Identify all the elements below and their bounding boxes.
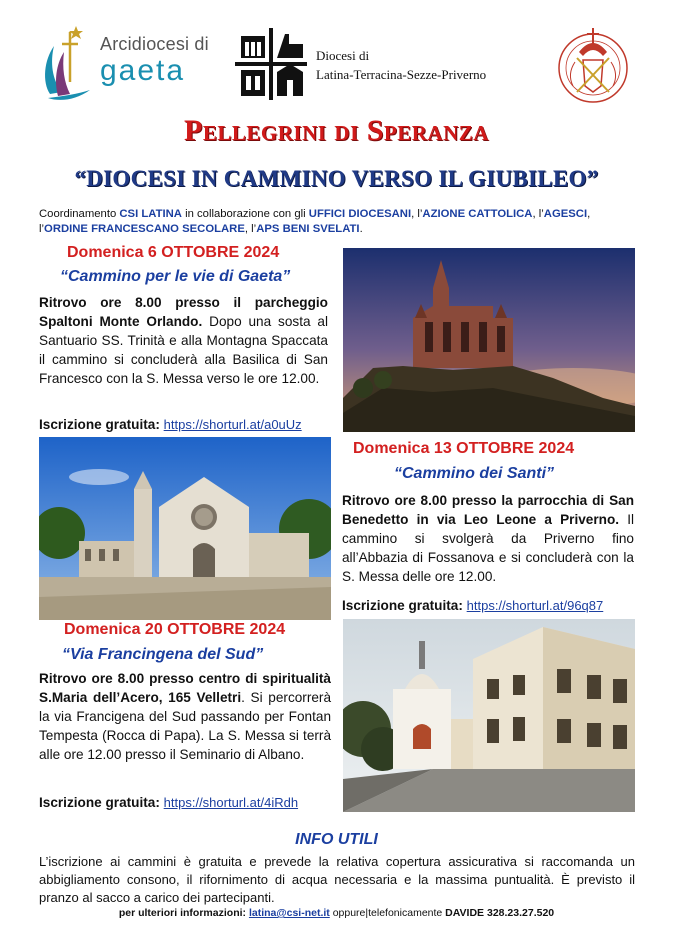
latina-logo-line1: Diocesi di: [316, 48, 370, 63]
contact-email-link[interactable]: latina@csi-net.it: [248, 907, 330, 919]
fossanova-abbey-photo: [39, 437, 331, 620]
intro-partner: UFFICI DIOCESANI: [308, 208, 412, 220]
event3-text: . Si percorrerà la via Francigena del Sud passando per Fontan Tempesta (Rocca di Papa). La S. Messa si terrà alle ore 12.00 presso il Seminario di Albano.: [39, 690, 332, 762]
contact-phone: DAVIDE 328.23.27.520: [445, 907, 555, 919]
intro-partner: AGESCI: [543, 208, 588, 220]
registration-label: Iscrizione gratuita: [39, 795, 156, 810]
diocesi-albano-seal: [555, 22, 631, 110]
event3-date: Domenica 20 OTTOBRE 2024: [64, 621, 286, 638]
intro-text: , l’: [411, 208, 423, 220]
intro-paragraph: [39, 207, 639, 237]
event1-registration: Iscrizione gratuita: https://shorturl.at/a0uUz: [39, 417, 302, 432]
intro-text: .: [359, 223, 363, 235]
event2-text: Il cammino si svolgerà da Priverno fino all’Abbazia di Fossanova e si concluderà con la S. Messa delle ore 12.00.: [342, 512, 634, 584]
latina-logo-line2: Latina-Terracina-Sezze-Priverno: [316, 67, 487, 82]
event1-link[interactable]: https://shorturl.at/a0uUz: [163, 417, 302, 432]
gaeta-logo-line1: Arcidiocesi di: [100, 34, 209, 54]
contact-label: per ulteriori informazioni:: [118, 907, 249, 919]
registration-label: Iscrizione gratuita: [39, 417, 156, 432]
albano-seminary-photo: [343, 619, 635, 812]
contact-line: [0, 907, 673, 919]
event3-meeting: Ritrovo ore 8.00 presso centro di spiritualità S.Maria dell’Acero, 165 Velletri: [39, 671, 331, 705]
gaeta-logo-line2: gaeta: [100, 54, 186, 87]
event1-description: [39, 293, 328, 388]
intro-org: CSI LATINA: [119, 208, 182, 220]
intro-text: , l’: [244, 223, 257, 235]
event2-date: Domenica 13 OTTOBRE 2024: [353, 440, 575, 457]
event1-meeting: Ritrovo ore 8.00 presso il parcheggio Spaltoni Monte Orlando.: [39, 295, 328, 329]
page-title: Pellegrini di Speranza: [184, 114, 489, 147]
intro-partner: ORDINE FRANCESCANO SECOLARE: [44, 223, 245, 235]
event1-text: Dopo una sosta al Santuario SS. Trinità e alla Montagna Spaccata il cammino si concluderà alla Basilica di San Francesco con la S. Messa verso le ore 12.00.: [39, 314, 328, 386]
contact-text: oppure|telefonicamente: [329, 907, 446, 919]
event2-meeting: Ritrovo ore 8.00 presso la parrocchia di San Benedetto in via Leo Leone a Priverno.: [342, 493, 634, 527]
info-heading: INFO UTILI: [295, 831, 378, 848]
info-paragraph: L’iscrizione ai cammini è gratuita e prevede la relativa copertura assicurativa si raccomanda un abbigliamento consono, il rifornimento di acqua necessaria e la massima puntualità. È previsto il pranzo al sacco a carico dei partecipanti.: [39, 854, 635, 905]
event3-link[interactable]: https://shorturl.at/4iRdh: [163, 795, 299, 810]
intro-text: in collaborazione con gli: [181, 208, 309, 220]
event1-date: Domenica 6 OTTOBRE 2024: [67, 244, 280, 261]
page-subtitle: “DIOCESI IN CAMMINO VERSO IL GIUBILEO”: [74, 166, 599, 191]
event3-title: “Via Francingena del Sud”: [62, 646, 264, 663]
gaeta-basilica-photo: [343, 248, 635, 432]
intro-text: , l’: [532, 208, 544, 220]
event1-title: “Cammino per le vie di Gaeta”: [60, 268, 291, 285]
event2-registration: Iscrizione gratuita: https://shorturl.at/96q87: [342, 598, 604, 613]
intro-partner: APS BENI SVELATI: [256, 223, 360, 235]
diocesi-latina-logo: [233, 26, 309, 102]
intro-text: Coordinamento: [39, 208, 120, 220]
registration-label: Iscrizione gratuita: [342, 598, 459, 613]
intro-partner: AZIONE CATTOLICA: [422, 208, 533, 220]
event3-description: [39, 669, 331, 764]
intro-text: , l’: [39, 208, 591, 235]
event2-description: [342, 491, 634, 586]
event3-registration: Iscrizione gratuita: https://shorturl.at/4iRdh: [39, 795, 299, 810]
event2-link[interactable]: https://shorturl.at/96q87: [466, 598, 604, 613]
arcidiocesi-gaeta-logo: [40, 22, 96, 102]
event2-title: “Cammino dei Santi”: [394, 465, 555, 482]
